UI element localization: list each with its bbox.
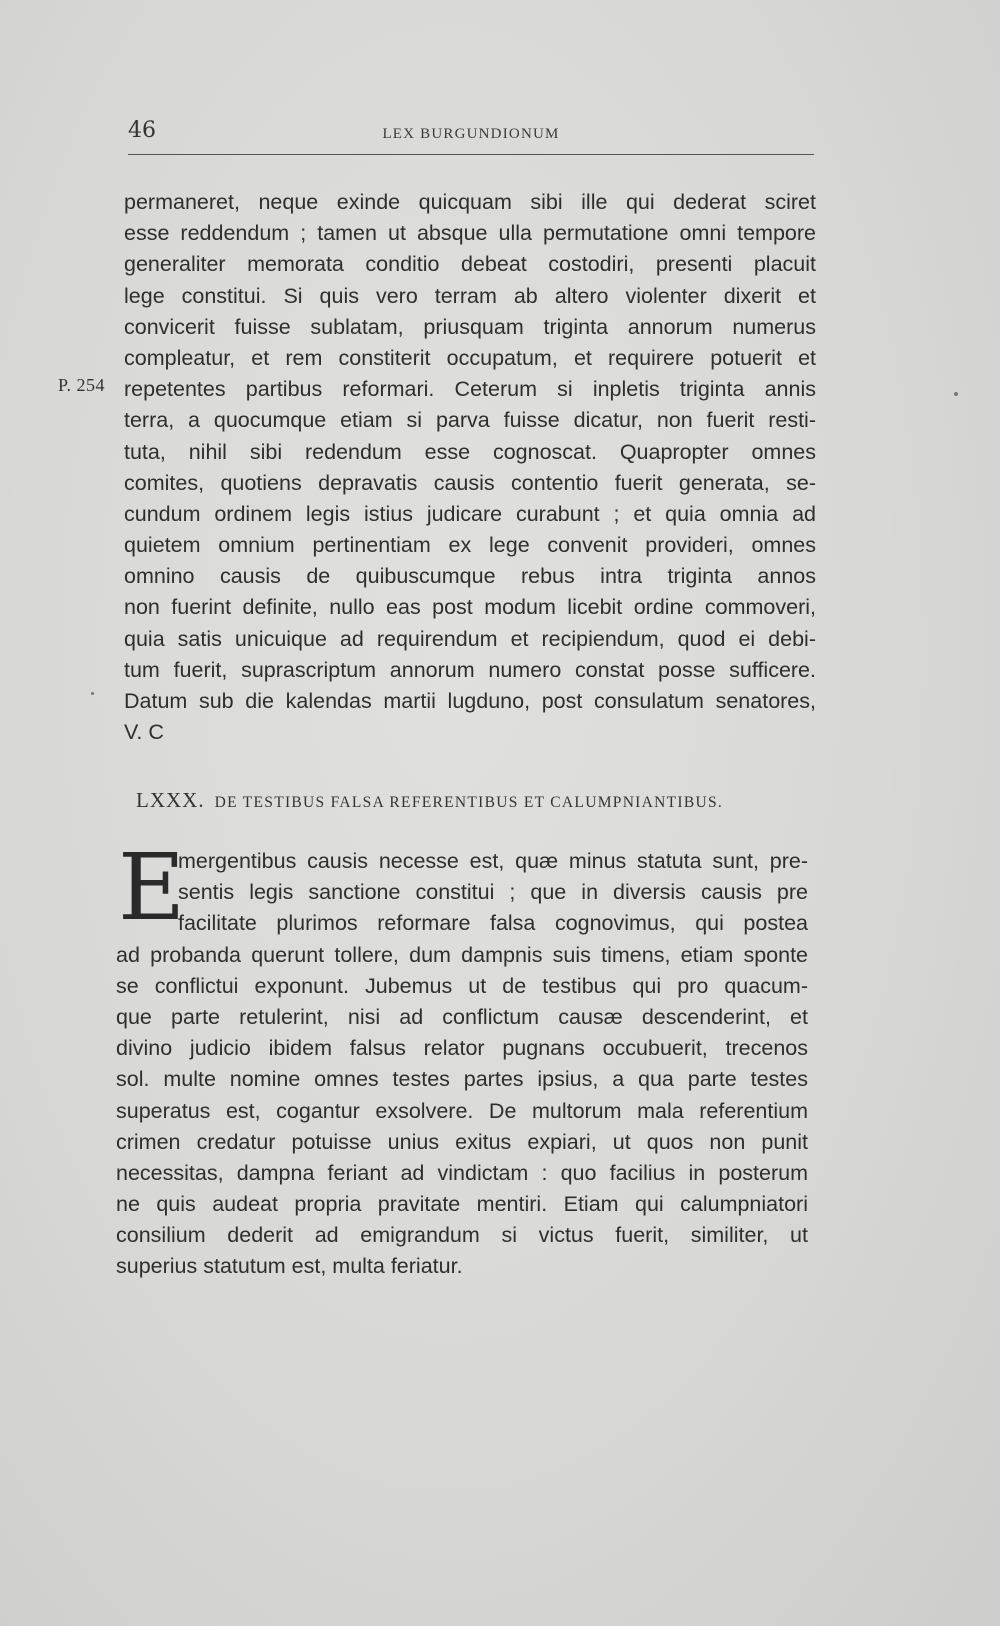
paper-speck [954, 392, 958, 396]
text-line: necessitas, dampna feriant ad vindictam : quo facilius in posterum [116, 1160, 808, 1185]
paragraph-body [116, 940, 808, 1283]
text-line: comites, quotiens depravatis causis contentio fuerit generata, se- [124, 470, 816, 495]
text-line: ne quis audeat propria pravitate mentiri. Etiam qui calumpniatori [116, 1192, 808, 1217]
section-heading [136, 788, 816, 813]
margin-page-reference: P. 254 [58, 375, 106, 395]
paper-speck [91, 692, 94, 695]
running-title: LEX BURGUNDIONUM [382, 126, 560, 142]
text-line: omnino causis de quibuscumque rebus intra triginta annos [124, 564, 816, 589]
text-line: mergentibus causis necesse est, quæ minus statuta sunt, pre- [178, 849, 808, 873]
text-line: repetentes partibus reformari. Ceterum si inpletis triginta annis [124, 377, 816, 402]
text-line: esse reddendum ; tamen ut absque ulla permutatione omni tempore [124, 221, 816, 246]
text-line: crimen credatur potuisse unius exitus expiari, ut quos non punit [116, 1129, 808, 1154]
text-line: facilitate plurimos reformare falsa cognovimus, qui postea [178, 911, 808, 936]
text-line: divino judicio ibidem falsus relator pugnans occubuerit, trecenos [116, 1036, 808, 1061]
text-line: terra, a quocumque etiam si parva fuisse dicatur, non fuerit resti- [124, 408, 816, 433]
text-line: quia satis unicuique ad requirendum et recipiendum, quod ei debi- [124, 626, 816, 651]
text-line: permaneret, neque exinde quicquam sibi ille qui dederat sciret [124, 190, 816, 214]
text-line: tum fuerit, suprascriptum annorum numero constat posse sufficere. [124, 657, 816, 682]
text-line: ad probanda querunt tollere, dum dampnis suis timens, etiam sponte [116, 942, 808, 967]
text-line: tuta, nihil sibi redendum esse cognoscat. Quapropter omnes [124, 439, 816, 464]
text-line: superatus est, cogantur exsolvere. De multorum mala referentium [116, 1098, 808, 1123]
text-line: non fuerint definite, nullo eas post modum licebit ordine commoveri, [124, 595, 816, 620]
page-number: 46 [128, 118, 156, 143]
text-line: lege constitui. Si quis vero terram ab altero violenter dixerit et [124, 283, 816, 308]
text-line: sol. multe nomine omnes testes partes ipsius, a qua parte testes [116, 1067, 808, 1092]
text-line: Datum sub die kalendas martii lugduno, post consulatum senatores, [124, 689, 816, 713]
text-line: cundum ordinem legis istius judicare curabunt ; et quia omnia ad [124, 501, 816, 526]
section-title: DE TESTIBUS FALSA REFERENTIBUS ET CALUMPNIANTIBUS. [214, 794, 724, 811]
text-line: se conflictui exponunt. Jubemus ut de testibus qui pro quacum- [116, 973, 808, 998]
header-rule [128, 154, 814, 155]
running-head [128, 112, 814, 152]
text-line: quietem omnium pertinentiam ex lege convenit provideri, omnes [124, 533, 816, 558]
paragraph-continuation [124, 187, 816, 748]
text-line: convicerit fuisse sublatam, priusquam triginta annorum numerus [124, 314, 816, 339]
text-line: V. C [124, 720, 164, 745]
drop-cap-initial: E [118, 834, 186, 941]
text-line: superius statutum est, multa feriatur. [116, 1254, 463, 1279]
paragraph-opening-lines [116, 834, 808, 941]
text-line: compleatur, et rem constiterit occupatum, et requirere potuerit et [124, 345, 816, 370]
text-line: sentis legis sanctione constitui ; que in diversis causis pre [178, 880, 808, 905]
text-line: consilium dederit ad emigrandum si victus fuerit, similiter, ut [116, 1223, 808, 1248]
section-number: LXXX. [136, 788, 205, 812]
text-line: generaliter memorata conditio debeat costodiri, presenti placuit [124, 252, 816, 277]
text-line: que parte retulerint, nisi ad conflictum causæ descenderint, et [116, 1004, 808, 1029]
